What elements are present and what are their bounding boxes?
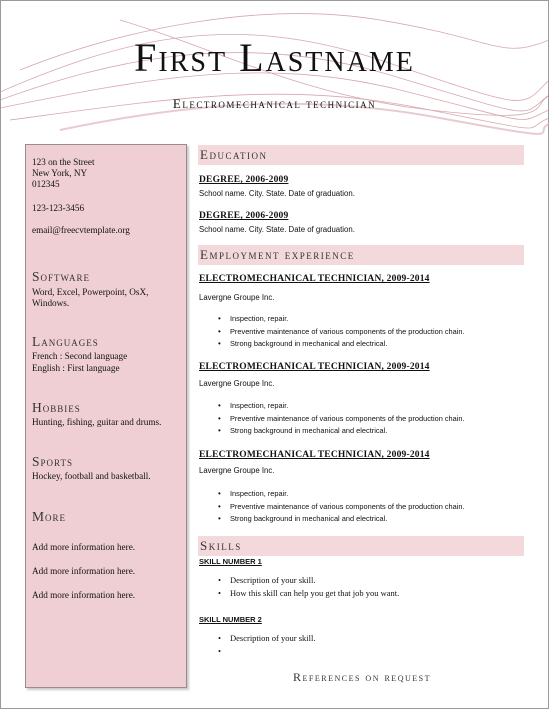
skill-name: SKILL NUMBER 1 (199, 557, 262, 566)
skill-bullet (218, 645, 315, 658)
job-duty: • Inspection, repair. (218, 400, 465, 413)
hobbies-heading: Hobbies (32, 400, 81, 415)
skills-heading: Skills (200, 538, 242, 553)
language-item-1: French : Second language (32, 351, 128, 361)
job-duty: • Preventive maintenance of various components of the production chain. (218, 501, 465, 514)
job-duties-list (218, 400, 465, 438)
job-company: Lavergne Groupe Inc. (199, 466, 275, 475)
job-duty: • Strong background in mechanical and electrical. (218, 513, 465, 526)
phone-number: 123-123-3456 (32, 203, 85, 213)
references-note: References on request (293, 670, 431, 684)
more-heading: More (32, 509, 67, 524)
languages-heading: Languages (32, 334, 99, 349)
skills-section-bar (198, 536, 524, 556)
address-line-2: New York, NY (32, 168, 88, 178)
email-address: email@freecvtemplate.org (32, 225, 130, 235)
contact-sidebar (25, 144, 187, 688)
education-heading: Education (200, 147, 268, 162)
education-degree: DEGREE, 2006-2009 (199, 211, 289, 221)
job-duty: • Inspection, repair. (218, 313, 465, 326)
skill-bullets-list (218, 632, 315, 658)
candidate-job-title: Electromechanical technician (172, 96, 377, 111)
skill-bullets-list (218, 574, 399, 600)
hobbies-text: Hunting, fishing, guitar and drums. (32, 417, 162, 427)
language-item-2: English : First language (32, 363, 120, 373)
address-line-3: 012345 (32, 179, 60, 189)
skill-bullet: • Description of your skill. (218, 574, 399, 587)
job-company: Lavergne Groupe Inc. (199, 379, 275, 388)
education-degree: DEGREE, 2006-2009 (199, 175, 289, 185)
education-details: School name. City. State. Date of graduation. (199, 189, 355, 198)
job-duties-list (218, 488, 465, 526)
job-duty: • Preventive maintenance of various components of the production chain. (218, 326, 465, 339)
skill-bullet: • Description of your skill. (218, 632, 315, 645)
job-company: Lavergne Groupe Inc. (199, 293, 275, 302)
job-title: ELECTROMECHANICAL TECHNICIAN, 2009-2014 (199, 450, 430, 460)
employment-heading: Employment experience (200, 247, 355, 262)
sports-text: Hockey, football and basketball. (32, 471, 151, 481)
skill-name: SKILL NUMBER 2 (199, 615, 262, 624)
skill-bullet: • How this skill can help you get that job you want. (218, 587, 399, 600)
software-text-2: Windows. (32, 298, 70, 308)
job-duties-list (218, 313, 465, 351)
more-item: Add more information here. (32, 590, 136, 600)
job-title: ELECTROMECHANICAL TECHNICIAN, 2009-2014 (199, 274, 430, 284)
address-line-1: 123 on the Street (32, 157, 95, 167)
job-duty: • Inspection, repair. (218, 488, 465, 501)
job-duty: • Strong background in mechanical and electrical. (218, 425, 465, 438)
software-heading: Software (32, 269, 91, 284)
job-title: ELECTROMECHANICAL TECHNICIAN, 2009-2014 (199, 362, 430, 372)
more-item: Add more information here. (32, 542, 136, 552)
more-item: Add more information here. (32, 566, 136, 576)
software-text-1: Word, Excel, Powerpoint, OsX, (32, 287, 149, 297)
education-details: School name. City. State. Date of graduation. (199, 225, 355, 234)
sports-heading: Sports (32, 454, 73, 469)
job-duty: • Preventive maintenance of various components of the production chain. (218, 413, 465, 426)
candidate-name: First Lastname (134, 35, 415, 80)
job-duty: • Strong background in mechanical and electrical. (218, 338, 465, 351)
